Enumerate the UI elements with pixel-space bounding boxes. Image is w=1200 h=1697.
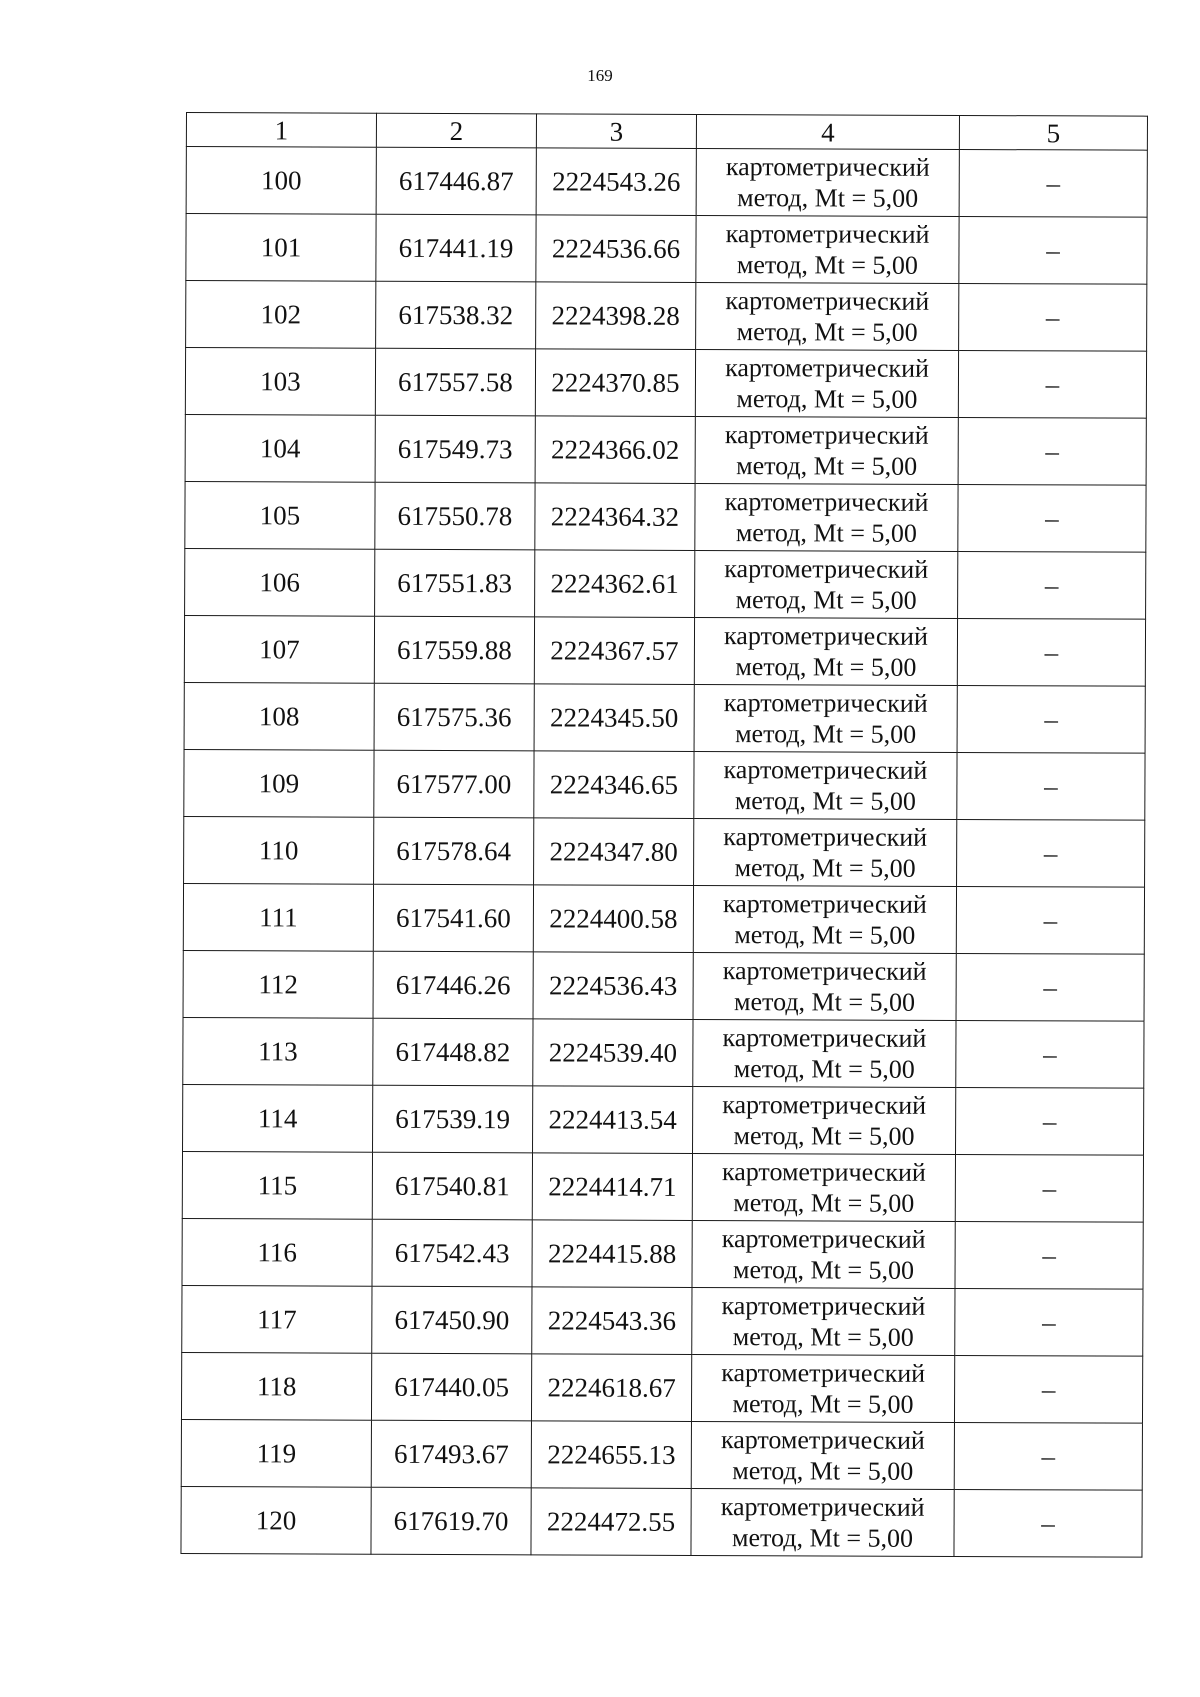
method-line-1: картометрический <box>725 219 930 249</box>
x-coordinate-cell: 617541.60 <box>373 884 533 952</box>
method-line-1: картометрический <box>723 755 928 785</box>
y-coordinate-cell: 2224618.67 <box>531 1354 691 1422</box>
point-number-cell: 110 <box>184 816 374 884</box>
x-coordinate-cell: 617539.19 <box>373 1085 533 1153</box>
note-cell: – <box>955 1288 1143 1356</box>
table-body <box>181 147 1147 1558</box>
method-line-2: метод, Mt = 5,00 <box>733 1255 915 1285</box>
method-cell <box>695 483 958 551</box>
table-row <box>183 1084 1144 1155</box>
point-number-cell: 115 <box>182 1151 372 1219</box>
y-coordinate-cell: 2224536.43 <box>533 952 693 1020</box>
method-line-1: картометрический <box>723 822 928 852</box>
table-row <box>183 950 1144 1021</box>
y-coordinate-cell: 2224347.80 <box>534 818 694 886</box>
method-line-2: метод, Mt = 5,00 <box>734 987 916 1017</box>
y-coordinate-cell: 2224543.26 <box>536 148 696 216</box>
x-coordinate-cell: 617448.82 <box>373 1018 533 1086</box>
method-line-1: картометрический <box>724 621 928 651</box>
y-coordinate-cell: 2224536.66 <box>536 215 696 283</box>
x-coordinate-cell: 617441.19 <box>376 214 536 282</box>
x-coordinate-cell: 617446.87 <box>376 147 536 215</box>
method-line-2: метод, Mt = 5,00 <box>735 719 917 749</box>
y-coordinate-cell: 2224366.02 <box>535 416 695 484</box>
x-coordinate-cell: 617540.81 <box>372 1152 532 1220</box>
table-row <box>186 281 1147 352</box>
method-cell <box>694 751 957 819</box>
table-row <box>181 1352 1142 1423</box>
column-header-5: 5 <box>959 115 1147 150</box>
table-row <box>186 214 1147 285</box>
point-number-cell: 111 <box>183 883 373 951</box>
point-number-cell: 120 <box>181 1486 371 1554</box>
point-number-cell: 104 <box>185 414 375 482</box>
y-coordinate-cell: 2224364.32 <box>535 483 695 551</box>
method-line-2: метод, Mt = 5,00 <box>733 1121 915 1151</box>
method-line-1: картометрический <box>724 487 929 517</box>
method-cell <box>691 1354 954 1422</box>
method-cell <box>694 684 957 752</box>
x-coordinate-cell: 617450.90 <box>372 1286 532 1354</box>
note-cell: – <box>956 953 1144 1021</box>
note-cell: – <box>959 216 1147 284</box>
x-coordinate-cell: 617538.32 <box>376 281 536 349</box>
y-coordinate-cell: 2224414.71 <box>532 1153 692 1221</box>
method-line-2: метод, Mt = 5,00 <box>736 250 918 280</box>
method-line-2: метод, Mt = 5,00 <box>732 1456 914 1486</box>
method-line-1: картометрический <box>723 688 928 718</box>
method-line-2: метод, Mt = 5,00 <box>737 183 919 213</box>
point-number-cell: 105 <box>185 481 375 549</box>
y-coordinate-cell: 2224362.61 <box>535 550 695 618</box>
method-line-1: картометрический <box>722 1090 927 1120</box>
note-cell: – <box>954 1355 1142 1423</box>
point-number-cell: 103 <box>185 348 375 416</box>
note-cell: – <box>955 1221 1143 1289</box>
table-row <box>185 414 1146 485</box>
method-line-2: метод, Mt = 5,00 <box>732 1389 914 1419</box>
method-line-1: картометрический <box>724 420 929 450</box>
table-header <box>186 113 1147 151</box>
point-number-cell: 100 <box>186 147 376 215</box>
method-cell <box>691 1421 954 1489</box>
point-number-cell: 117 <box>182 1285 372 1353</box>
table-row <box>186 147 1147 218</box>
column-header-4: 4 <box>696 114 959 149</box>
table-row <box>182 1285 1143 1356</box>
point-number-cell: 112 <box>183 950 373 1018</box>
table-row <box>184 682 1145 753</box>
note-cell: – <box>958 551 1146 619</box>
table-row <box>184 749 1145 820</box>
note-cell: – <box>958 417 1146 485</box>
method-line-1: картометрический <box>723 889 927 919</box>
method-line-2: метод, Mt = 5,00 <box>735 585 917 615</box>
header-row <box>186 113 1147 151</box>
column-header-1: 1 <box>186 113 376 148</box>
x-coordinate-cell: 617557.58 <box>375 348 535 416</box>
method-line-1: картометрический <box>725 286 930 316</box>
note-cell: – <box>956 886 1144 954</box>
table-row <box>183 883 1144 954</box>
method-line-2: метод, Mt = 5,00 <box>731 1523 914 1553</box>
method-cell <box>692 1153 955 1221</box>
method-line-2: метод, Mt = 5,00 <box>733 1188 915 1218</box>
x-coordinate-cell: 617440.05 <box>371 1353 531 1421</box>
table-row <box>184 816 1145 887</box>
note-cell: – <box>957 618 1145 686</box>
note-cell: – <box>956 1020 1144 1088</box>
column-header-3: 3 <box>536 114 696 149</box>
table-row <box>181 1486 1142 1557</box>
method-cell <box>696 148 959 216</box>
y-coordinate-cell: 2224539.40 <box>533 1019 693 1087</box>
y-coordinate-cell: 2224543.36 <box>532 1287 692 1355</box>
point-number-cell: 119 <box>181 1419 371 1487</box>
point-number-cell: 101 <box>186 214 376 282</box>
note-cell: – <box>958 350 1146 418</box>
method-cell <box>692 1287 955 1355</box>
x-coordinate-cell: 617493.67 <box>371 1420 531 1488</box>
note-cell: – <box>956 1087 1144 1155</box>
note-cell: – <box>954 1422 1142 1490</box>
method-cell <box>693 1019 956 1087</box>
x-coordinate-cell: 617575.36 <box>374 683 534 751</box>
note-cell: – <box>957 752 1145 820</box>
table-row <box>181 1419 1142 1490</box>
point-number-cell: 102 <box>186 281 376 349</box>
table-row <box>182 1151 1143 1222</box>
method-cell <box>693 885 956 953</box>
point-number-cell: 109 <box>184 749 374 817</box>
y-coordinate-cell: 2224367.57 <box>534 617 694 685</box>
y-coordinate-cell: 2224400.58 <box>533 885 693 953</box>
y-coordinate-cell: 2224370.85 <box>535 349 695 417</box>
x-coordinate-cell: 617619.70 <box>371 1487 531 1555</box>
point-number-cell: 106 <box>185 548 375 616</box>
x-coordinate-cell: 617559.88 <box>374 616 534 684</box>
column-header-2: 2 <box>376 113 536 148</box>
note-cell: – <box>954 1489 1142 1557</box>
point-number-cell: 113 <box>183 1017 373 1085</box>
method-line-1: картометрический <box>720 1425 925 1455</box>
x-coordinate-cell: 617542.43 <box>372 1219 532 1287</box>
y-coordinate-cell: 2224345.50 <box>534 684 694 752</box>
method-line-1: картометрический <box>725 152 930 182</box>
point-number-cell: 108 <box>184 682 374 750</box>
page-number: 169 <box>587 66 613 85</box>
y-coordinate-cell: 2224398.28 <box>536 282 696 350</box>
method-line-2: метод, Mt = 5,00 <box>732 1322 914 1352</box>
note-cell: – <box>957 819 1145 887</box>
x-coordinate-cell: 617550.78 <box>375 482 535 550</box>
method-line-2: метод, Mt = 5,00 <box>735 518 917 548</box>
method-cell <box>694 818 957 886</box>
x-coordinate-cell: 617551.83 <box>375 549 535 617</box>
x-coordinate-cell: 617446.26 <box>373 951 533 1019</box>
method-cell <box>695 416 958 484</box>
y-coordinate-cell: 2224472.55 <box>531 1488 691 1556</box>
method-line-2: метод, Mt = 5,00 <box>733 1054 915 1084</box>
point-number-cell: 114 <box>183 1084 373 1152</box>
table-row <box>185 548 1146 619</box>
table-row <box>185 348 1146 419</box>
y-coordinate-cell: 2224346.65 <box>534 751 694 819</box>
method-cell <box>695 550 958 618</box>
point-number-cell: 107 <box>184 615 374 683</box>
note-cell: – <box>955 1154 1143 1222</box>
note-cell: – <box>959 283 1147 351</box>
method-line-2: метод, Mt = 5,00 <box>734 853 916 883</box>
table-row <box>184 615 1145 686</box>
method-line-2: метод, Mt = 5,00 <box>734 920 916 950</box>
table-row <box>183 1017 1144 1088</box>
method-cell <box>696 215 959 283</box>
y-coordinate-cell: 2224413.54 <box>533 1086 693 1154</box>
note-cell: – <box>959 149 1147 217</box>
table-row <box>182 1218 1143 1289</box>
y-coordinate-cell: 2224415.88 <box>532 1220 692 1288</box>
x-coordinate-cell: 617577.00 <box>374 750 534 818</box>
method-line-2: метод, Mt = 5,00 <box>736 451 918 481</box>
point-number-cell: 118 <box>181 1352 371 1420</box>
method-line-1: картометрический <box>722 956 927 986</box>
note-cell: – <box>958 484 1146 552</box>
method-cell <box>692 1220 955 1288</box>
method-line-1: картометрический <box>722 1023 927 1053</box>
method-cell <box>693 1086 956 1154</box>
method-line-1: картометрический <box>721 1224 926 1254</box>
method-line-1: картометрический <box>725 353 929 383</box>
method-line-1: картометрический <box>721 1157 926 1187</box>
y-coordinate-cell: 2224655.13 <box>531 1421 691 1489</box>
method-line-2: метод, Mt = 5,00 <box>735 652 917 682</box>
table-row <box>185 481 1146 552</box>
x-coordinate-cell: 617549.73 <box>375 415 535 483</box>
method-cell <box>696 282 959 350</box>
point-number-cell: 116 <box>182 1218 372 1286</box>
coordinates-table <box>180 112 1148 1558</box>
method-cell <box>695 349 958 417</box>
note-cell: – <box>957 685 1145 753</box>
method-line-2: метод, Mt = 5,00 <box>734 786 916 816</box>
method-line-1: картометрический <box>721 1358 926 1388</box>
method-cell <box>694 617 957 685</box>
method-line-1: картометрический <box>724 554 929 584</box>
method-line-2: метод, Mt = 5,00 <box>736 384 918 414</box>
method-cell <box>693 952 956 1020</box>
x-coordinate-cell: 617578.64 <box>374 817 534 885</box>
method-line-1: картометрический <box>720 1492 925 1522</box>
method-cell <box>691 1488 954 1556</box>
method-line-2: метод, Mt = 5,00 <box>736 317 918 347</box>
method-line-1: картометрический <box>721 1291 926 1321</box>
